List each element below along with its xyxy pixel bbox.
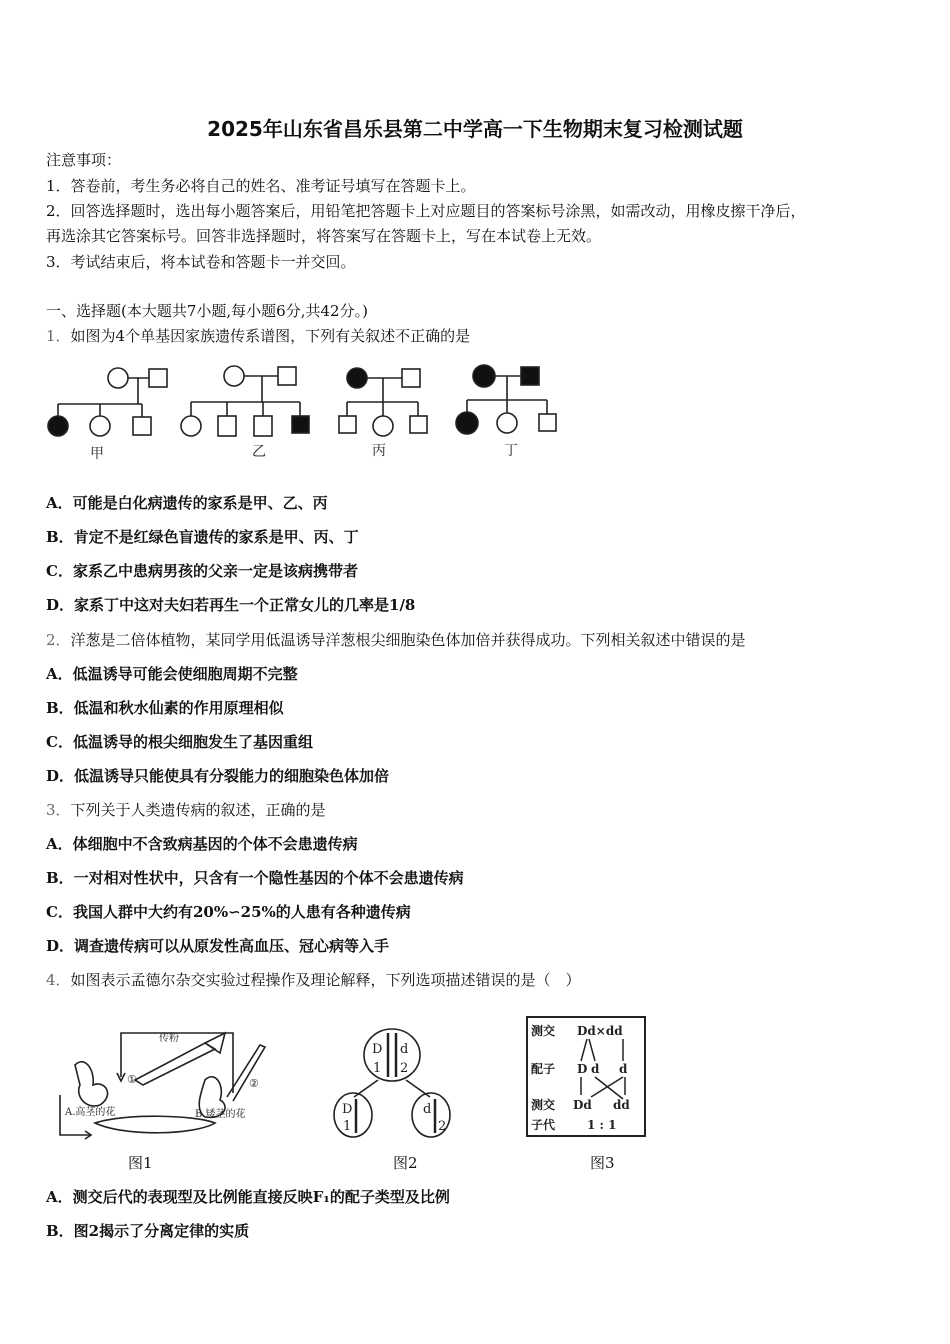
option-d[interactable]: D．调查遗传病可以从原发性高血压、冠心病等入手: [46, 937, 390, 955]
page-title: 2025年山东省昌乐县第二中学高一下生物期末复习检测试题: [207, 117, 743, 141]
notice-item: 3．考试结束后，将本试卷和答题卡一并交回。: [46, 253, 356, 271]
notice-item: 再选涂其它答案标号。回答非选择题时，将答案写在答题卡上，写在本试卷上无效。: [46, 227, 602, 245]
figure-1-pollination-sketch: [55, 1025, 280, 1140]
option-a[interactable]: A．可能是白化病遗传的家系是甲、乙、丙: [46, 494, 328, 512]
question-3-stem: [46, 800, 326, 820]
pedigree-label: 丁: [504, 443, 518, 459]
question-number: 4．: [46, 971, 71, 989]
svg-text:B.矮茎的花: B.矮茎的花: [195, 1109, 246, 1120]
svg-text:d: d: [400, 1042, 409, 1057]
figure-3-testcross-diagram: [525, 1015, 647, 1140]
svg-text:②: ②: [249, 1077, 259, 1090]
svg-text:①: ①: [127, 1073, 137, 1086]
notice-heading: 注意事项：: [46, 151, 122, 169]
svg-text:D: D: [577, 1062, 588, 1076]
figure-2-chromosome-separation: [330, 1025, 460, 1140]
option-a[interactable]: A．体细胞中不含致病基因的个体不会患遗传病: [46, 835, 358, 853]
section-heading: 一、选择题(本大题共7小题,每小题6分,共42分。): [46, 302, 368, 320]
option-c[interactable]: C．低温诱导的根尖细胞发生了基因重组: [46, 733, 313, 751]
svg-text:配子: 配子: [531, 1062, 556, 1076]
pedigree-label: 丙: [372, 443, 386, 459]
question-text: 如图表示孟德尔杂交实验过程操作及理论解释，下列选项描述错误的是（ ）: [70, 971, 581, 989]
figure-1-caption: 图1: [128, 1154, 153, 1172]
svg-text:dd: dd: [613, 1098, 630, 1112]
option-b[interactable]: B．一对相对性状中，只含有一个隐性基因的个体不会患遗传病: [46, 869, 464, 887]
option-c[interactable]: C．我国人群中大约有20%∽25%的人患有各种遗传病: [46, 903, 411, 921]
svg-text:测交: 测交: [531, 1098, 556, 1112]
option-b[interactable]: B．肯定不是红绿色盲遗传的家系是甲、丙、丁: [46, 528, 359, 546]
option-d[interactable]: D．家系丁中这对夫妇若再生一个正常女儿的几率是1/8: [46, 596, 416, 614]
svg-text:D: D: [372, 1042, 383, 1057]
svg-text:Dd: Dd: [573, 1098, 592, 1112]
svg-text:2: 2: [400, 1061, 409, 1076]
svg-text:1: 1: [343, 1119, 352, 1134]
pedigree-label: 乙: [252, 444, 266, 460]
question-2-stem: [46, 630, 746, 650]
question-text: 如图为4个单基因家族遗传系谱图，下列有关叙述不正确的是: [70, 327, 471, 345]
option-a[interactable]: A．测交后代的表现型及比例能直接反映F₁的配子类型及比例: [46, 1188, 450, 1206]
question-1-stem: [46, 326, 470, 346]
svg-text:A.高茎的花: A.高茎的花: [65, 1107, 116, 1118]
svg-text:传粉: 传粉: [159, 1033, 179, 1044]
question-text: 洋葱是二倍体植物，某同学用低温诱导洋葱根尖细胞染色体加倍并获得成功。下列相关叙述中错误的是: [70, 631, 746, 649]
option-c[interactable]: C．家系乙中患病男孩的父亲一定是该病携带者: [46, 562, 358, 580]
figure-2-caption: 图2: [393, 1154, 418, 1172]
svg-text:d: d: [619, 1062, 628, 1076]
svg-text:Dd×dd: Dd×dd: [577, 1024, 623, 1038]
pedigree-figure: [44, 358, 564, 463]
figure-3-caption: 图3: [590, 1154, 615, 1172]
svg-text:2: 2: [438, 1119, 447, 1134]
notice-item: 1．答卷前，考生务必将自己的姓名、准考证号填写在答题卡上。: [46, 177, 476, 195]
svg-text:D: D: [342, 1102, 353, 1117]
option-a[interactable]: A．低温诱导可能会使细胞周期不完整: [46, 665, 298, 683]
pedigree-label: 甲: [90, 446, 104, 462]
pedigree-ding: [456, 365, 556, 459]
question-number: 1．: [46, 327, 71, 345]
option-d[interactable]: D．低温诱导只能使具有分裂能力的细胞染色体加倍: [46, 767, 390, 785]
svg-text:d: d: [591, 1062, 600, 1076]
svg-text:d: d: [423, 1102, 432, 1117]
pedigree-yi: [181, 366, 309, 460]
question-4-stem: [46, 970, 581, 990]
option-b[interactable]: B．图2揭示了分离定律的实质: [46, 1222, 250, 1240]
pedigree-jia: [48, 368, 167, 462]
svg-text:1 : 1: 1 : 1: [587, 1118, 617, 1132]
svg-text:1: 1: [373, 1061, 382, 1076]
question-number: 3．: [46, 801, 71, 819]
notice-item: 2．回答选择题时，选出每小题答案后，用铅笔把答题卡上对应题目的答案标号涂黑，如需改动，用橡皮擦干净后，: [46, 202, 806, 220]
svg-text:子代: 子代: [531, 1118, 556, 1132]
option-b[interactable]: B．低温和秋水仙素的作用原理相似: [46, 699, 284, 717]
question-number: 2．: [46, 631, 71, 649]
question-text: 下列关于人类遗传病的叙述，正确的是: [70, 801, 326, 819]
svg-text:测交: 测交: [531, 1024, 556, 1038]
pedigree-bing: [339, 368, 427, 459]
